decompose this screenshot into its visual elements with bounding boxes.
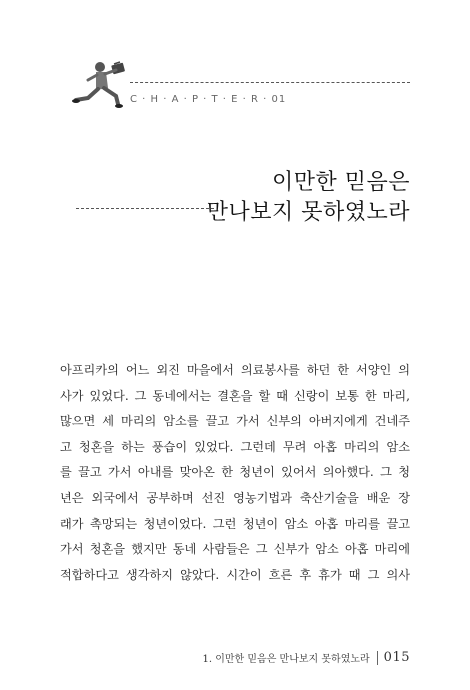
body-line: 를 끌고 가서 아내를 맞아온 한 청년이 있어서 의아했다. 그 청	[60, 465, 410, 480]
body-text	[60, 358, 410, 588]
chapter-title-line-1: 이만한 믿음은	[271, 170, 410, 195]
chapter-title-line-2: 만나보지 못하였노라	[206, 200, 410, 225]
body-line: 고 청혼을 하는 풍습이 있었다. 그런데 무려 아홉 마리의 암소	[60, 439, 410, 454]
footer-separator	[377, 651, 378, 665]
body-line: 년은 외국에서 공부하며 선진 영농기법과 축산기술을 배운 장	[60, 490, 410, 505]
body-line: 많으면 세 마리의 암소를 끌고 가서 신부의 아버지에게 건네주	[60, 414, 410, 429]
body-line: 사가 있었다. 그 동네에서는 결혼을 할 때 신랑이 보통 한 마리,	[60, 388, 410, 403]
body-line: 아프리카의 어느 외진 마을에서 의료봉사를 하던 한 서양인 의	[60, 363, 410, 377]
chapter-title	[207, 168, 410, 228]
running-title: 1. 이만한 믿음은 만나보지 못하였노라	[202, 654, 370, 665]
body-line: 래가 촉망되는 청년이었다. 그런 청년이 암소 아홉 마리를 끌고	[60, 516, 410, 531]
header-rule	[130, 82, 410, 83]
body-line: 가서 청혼을 했지만 동네 사람들은 그 신부가 암소 아홉 마리에	[60, 542, 410, 557]
chapter-label: C · H · A · P · T · E · R · 01	[130, 94, 287, 105]
title-rule	[76, 208, 214, 209]
running-businessman-icon	[72, 58, 134, 114]
page-footer	[60, 650, 410, 665]
body-line: 적합하다고 생각하지 않았다. 시간이 흐른 후 휴가 때 그 의사	[60, 567, 410, 582]
page-number: 015	[383, 650, 410, 665]
